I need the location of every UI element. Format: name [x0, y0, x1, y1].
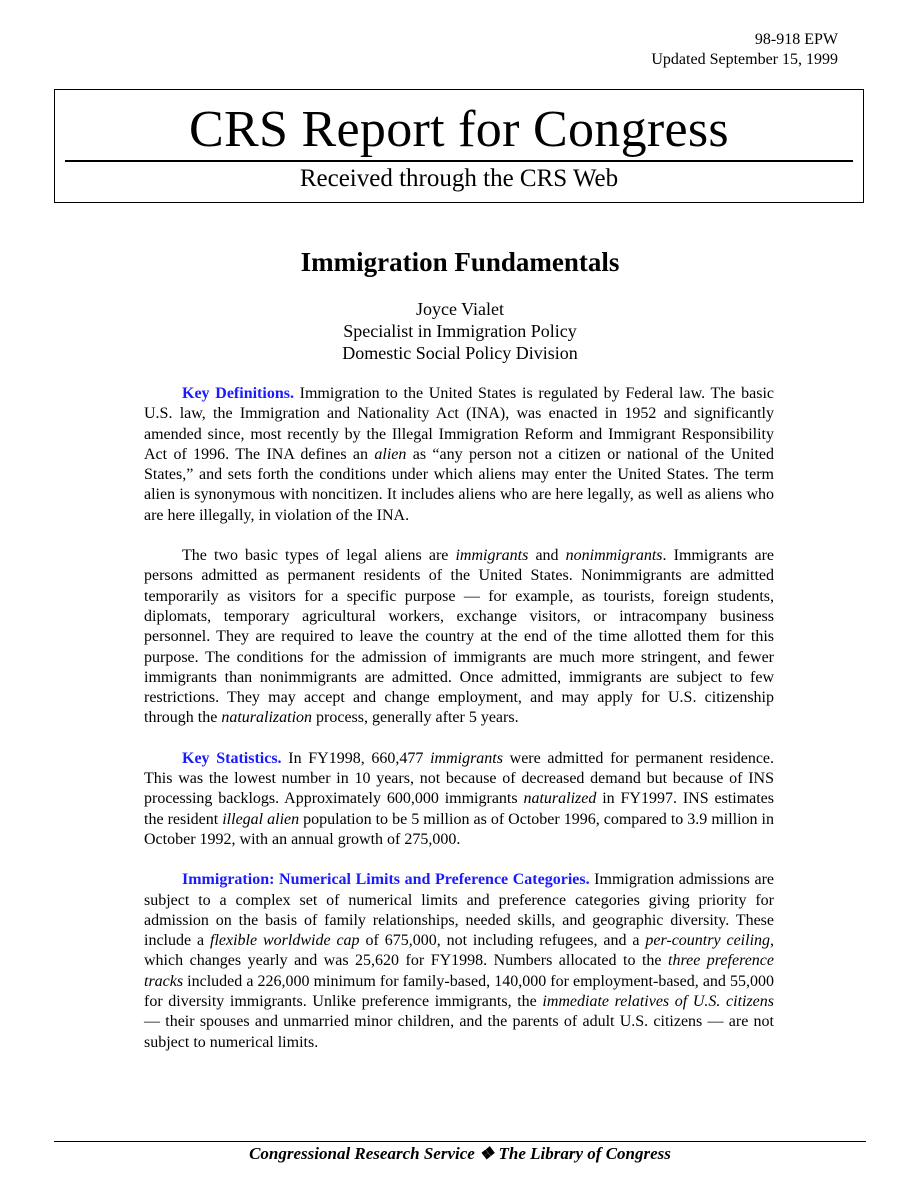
paragraph-text: as “any person not a citizen or national of the United States,” and sets forth the conditions under which aliens may enter the United States. The term alien is synonymous with noncitizen. It includes aliens who are here legally, as well as aliens who are here illegally, in violation of the INA. [144, 445, 774, 524]
emphasis-term: naturalized [523, 790, 597, 808]
emphasis-term: nonimmigrants [565, 547, 663, 565]
banner-divider [65, 160, 853, 162]
author-division: Domestic Social Policy Division [342, 343, 578, 363]
emphasis-term: per-country ceiling [645, 932, 771, 950]
paragraph-text: — their spouses and unmarried minor children, and the parents of adult U.S. citizens — are not subject to numerical limits. [144, 1013, 774, 1051]
paragraph-text: In FY1998, 660,477 [281, 749, 431, 767]
banner-subtitle: Received through the CRS Web [299, 165, 619, 192]
paragraph-key-statistics [144, 749, 774, 850]
paragraph-text: were admitted for permanent residence. This was the lowest number in 10 years, not because of decreased demand but because of INS processing backlogs. Approximately 600,000 immigrants [144, 749, 775, 808]
section-heading: Key Statistics. [182, 749, 282, 767]
paragraph-text: of 675,000, not including refugees, and a [359, 932, 646, 950]
emphasis-term: flexible worldwide cap [210, 932, 360, 950]
section-heading: Immigration: Numerical Limits and Preference Categories. [182, 871, 590, 889]
emphasis-term: naturalization [221, 709, 313, 727]
paragraph-numerical-limits [144, 870, 774, 1053]
paragraph-text: Immigration admissions are subject to a complex set of numerical limits and preference categories giving priority for admission on the basis of family relationships, needed skills, and geographic diversity. These include a [144, 871, 774, 950]
paragraph-text: The two basic types of legal aliens are [182, 547, 456, 565]
report-identifier [651, 30, 838, 70]
emphasis-term: illegal alien [222, 810, 300, 828]
paragraph-text: in FY1997. INS estimates the resident [144, 790, 775, 828]
updated-date: Updated September 15, 1999 [651, 51, 838, 68]
emphasis-term: immigrants [455, 547, 529, 565]
author-name: Joyce Vialet [415, 299, 505, 319]
document-title: Immigration Fundamentals [300, 247, 620, 277]
paragraph-text: process, generally after 5 years. [312, 709, 519, 727]
emphasis-term: immediate relatives of U.S. citizens [542, 993, 775, 1011]
banner-title: CRS Report for Congress [189, 101, 729, 158]
paragraph-text: . Immigrants are persons admitted as permanent residents of the United States. Nonimmigrants are admitted temporarily as visitors for a specific purpose — for example, as tourists, foreign students, diplomats, temporary agricultural workers, exchange visitors, or intracompany business personnel. They are required to leave the country at the end of the time allotted them for this purpose. The conditions for the admission of immigrants are much more stringent, and fewer immigrants than nonimmigrants are admitted. Once admitted, immigrants are subject to few restrictions. They may accept and change employment, and may apply for U.S. citizenship through the [144, 547, 774, 727]
report-number: 98-918 EPW [754, 31, 838, 48]
paragraph-text: , which changes yearly and was 25,620 for FY1998. Numbers allocated to the [144, 932, 775, 970]
report-body [144, 384, 774, 1073]
emphasis-term: three preference tracks [144, 952, 775, 990]
crs-banner [54, 89, 864, 203]
paragraph-text: Immigration to the United States is regulated by Federal law. The basic U.S. law, the Immigration and Nationality Act (INA), was enacted in 1952 and significantly amended since, most recently by the Illegal Immigration Reform and Immigrant Responsibility Act of 1996. The INA defines an [144, 385, 774, 463]
footer-divider [54, 1141, 866, 1142]
emphasis-term: alien [374, 445, 407, 463]
paragraph-text: included a 226,000 minimum for family-based, 140,000 for employment-based, and 55,000 for diversity immigrants. Unlike preference immigrants, the [144, 972, 774, 1011]
paragraph-text: and [528, 547, 566, 565]
section-heading: Key Definitions. [182, 385, 294, 402]
author-position: Specialist in Immigration Policy [343, 321, 577, 341]
author-block [0, 298, 920, 364]
paragraph-key-definitions [144, 384, 774, 526]
paragraph-legal-alien-types [144, 546, 774, 729]
emphasis-term: immigrants [430, 749, 503, 767]
footer-credit: Congressional Research Service ❖ The Library of Congress [249, 1144, 671, 1163]
paragraph-text: population to be 5 million as of October 1996, compared to 3.9 million in October 1992, with an annual growth of 275,000. [144, 810, 775, 848]
